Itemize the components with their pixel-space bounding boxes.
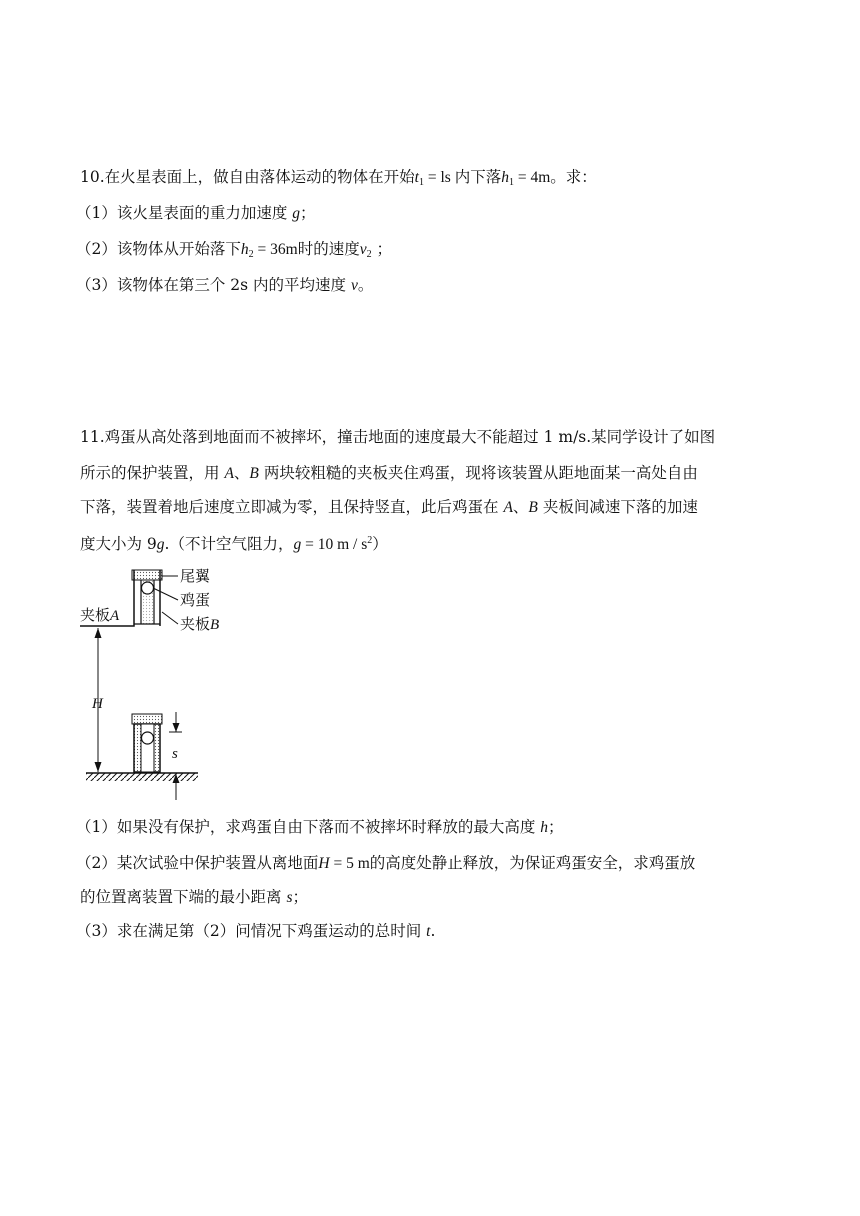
q11-stem-line-1: 11.鸡蛋从高处落到地面而不被摔坏，撞击地面的速度最大不能超过 1 m/s.某同学设计了如图: [80, 428, 716, 446]
q11-part-2-line-2: 的位置离装置下端的最小距离 s；: [80, 888, 308, 906]
egg-icon: [142, 582, 154, 594]
q10-stem-text-c: 。求：: [550, 168, 597, 186]
v2-expression: $v_2$: [359, 241, 372, 260]
q10-stem-text-a: 10.在火星表面上，做自由落体运动的物体在开始: [80, 168, 415, 186]
H-expression: H = 5 m: [318, 855, 370, 872]
q11-stem-line-3: 下落，装置着地后速度立即减为零，且保持竖直，此后鸡蛋在 A、B 夹板间减速下落的加速: [80, 498, 698, 516]
q10-part-2: （2）该物体从开始落下$h_2 = 36m$时的速度$v_2$ ；: [76, 240, 393, 260]
q11-stem-line-4: 度大小为 9g.（不计空气阻力，g = 10 m / $s^2$）: [80, 535, 388, 553]
label-plate-a: 夹板A: [80, 606, 120, 624]
q10-part-3: （3）该物体在第三个 2s 内的平均速度 v。: [76, 276, 374, 294]
q11-stem-line-2: 所示的保护装置，用 A、B 两块较粗糙的夹板夹住鸡蛋，现将该装置从距地面某一高处自由: [80, 464, 698, 482]
q11-part-2: （2）某次试验中保护装置从离地面H = 5 m的高度处静止释放，为保证鸡蛋安全，求鸡蛋放: [76, 854, 696, 872]
g-expression: g = 10 m / $s^2$: [293, 535, 373, 553]
label-s: s: [172, 746, 178, 762]
q10-stem: [80, 166, 597, 194]
q10-stem-text-b: 内下落: [454, 168, 502, 186]
h1-expression: $h_1 = 4m$: [501, 169, 551, 188]
ground: [86, 773, 198, 781]
q11-part-1: （1）如果没有保护，求鸡蛋自由下落而不被摔坏时释放的最大高度 h；: [76, 818, 564, 836]
t1-expression: $t_1$ = ls: [414, 169, 455, 188]
label-egg: 鸡蛋: [180, 591, 211, 609]
label-plate-b: 夹板B: [180, 615, 220, 633]
q11-part-3: （3）求在满足第（2）问情况下鸡蛋运动的总时间 t.: [76, 922, 436, 940]
device-bottom: [132, 714, 162, 772]
egg-protection-figure: [76, 562, 246, 802]
label-tail: 尾翼: [180, 567, 211, 585]
h2-expression: $h_2 = 36m$: [240, 241, 298, 260]
label-h: H: [92, 696, 103, 712]
q10-part-1: （1）该火星表面的重力加速度 g；: [76, 204, 316, 222]
